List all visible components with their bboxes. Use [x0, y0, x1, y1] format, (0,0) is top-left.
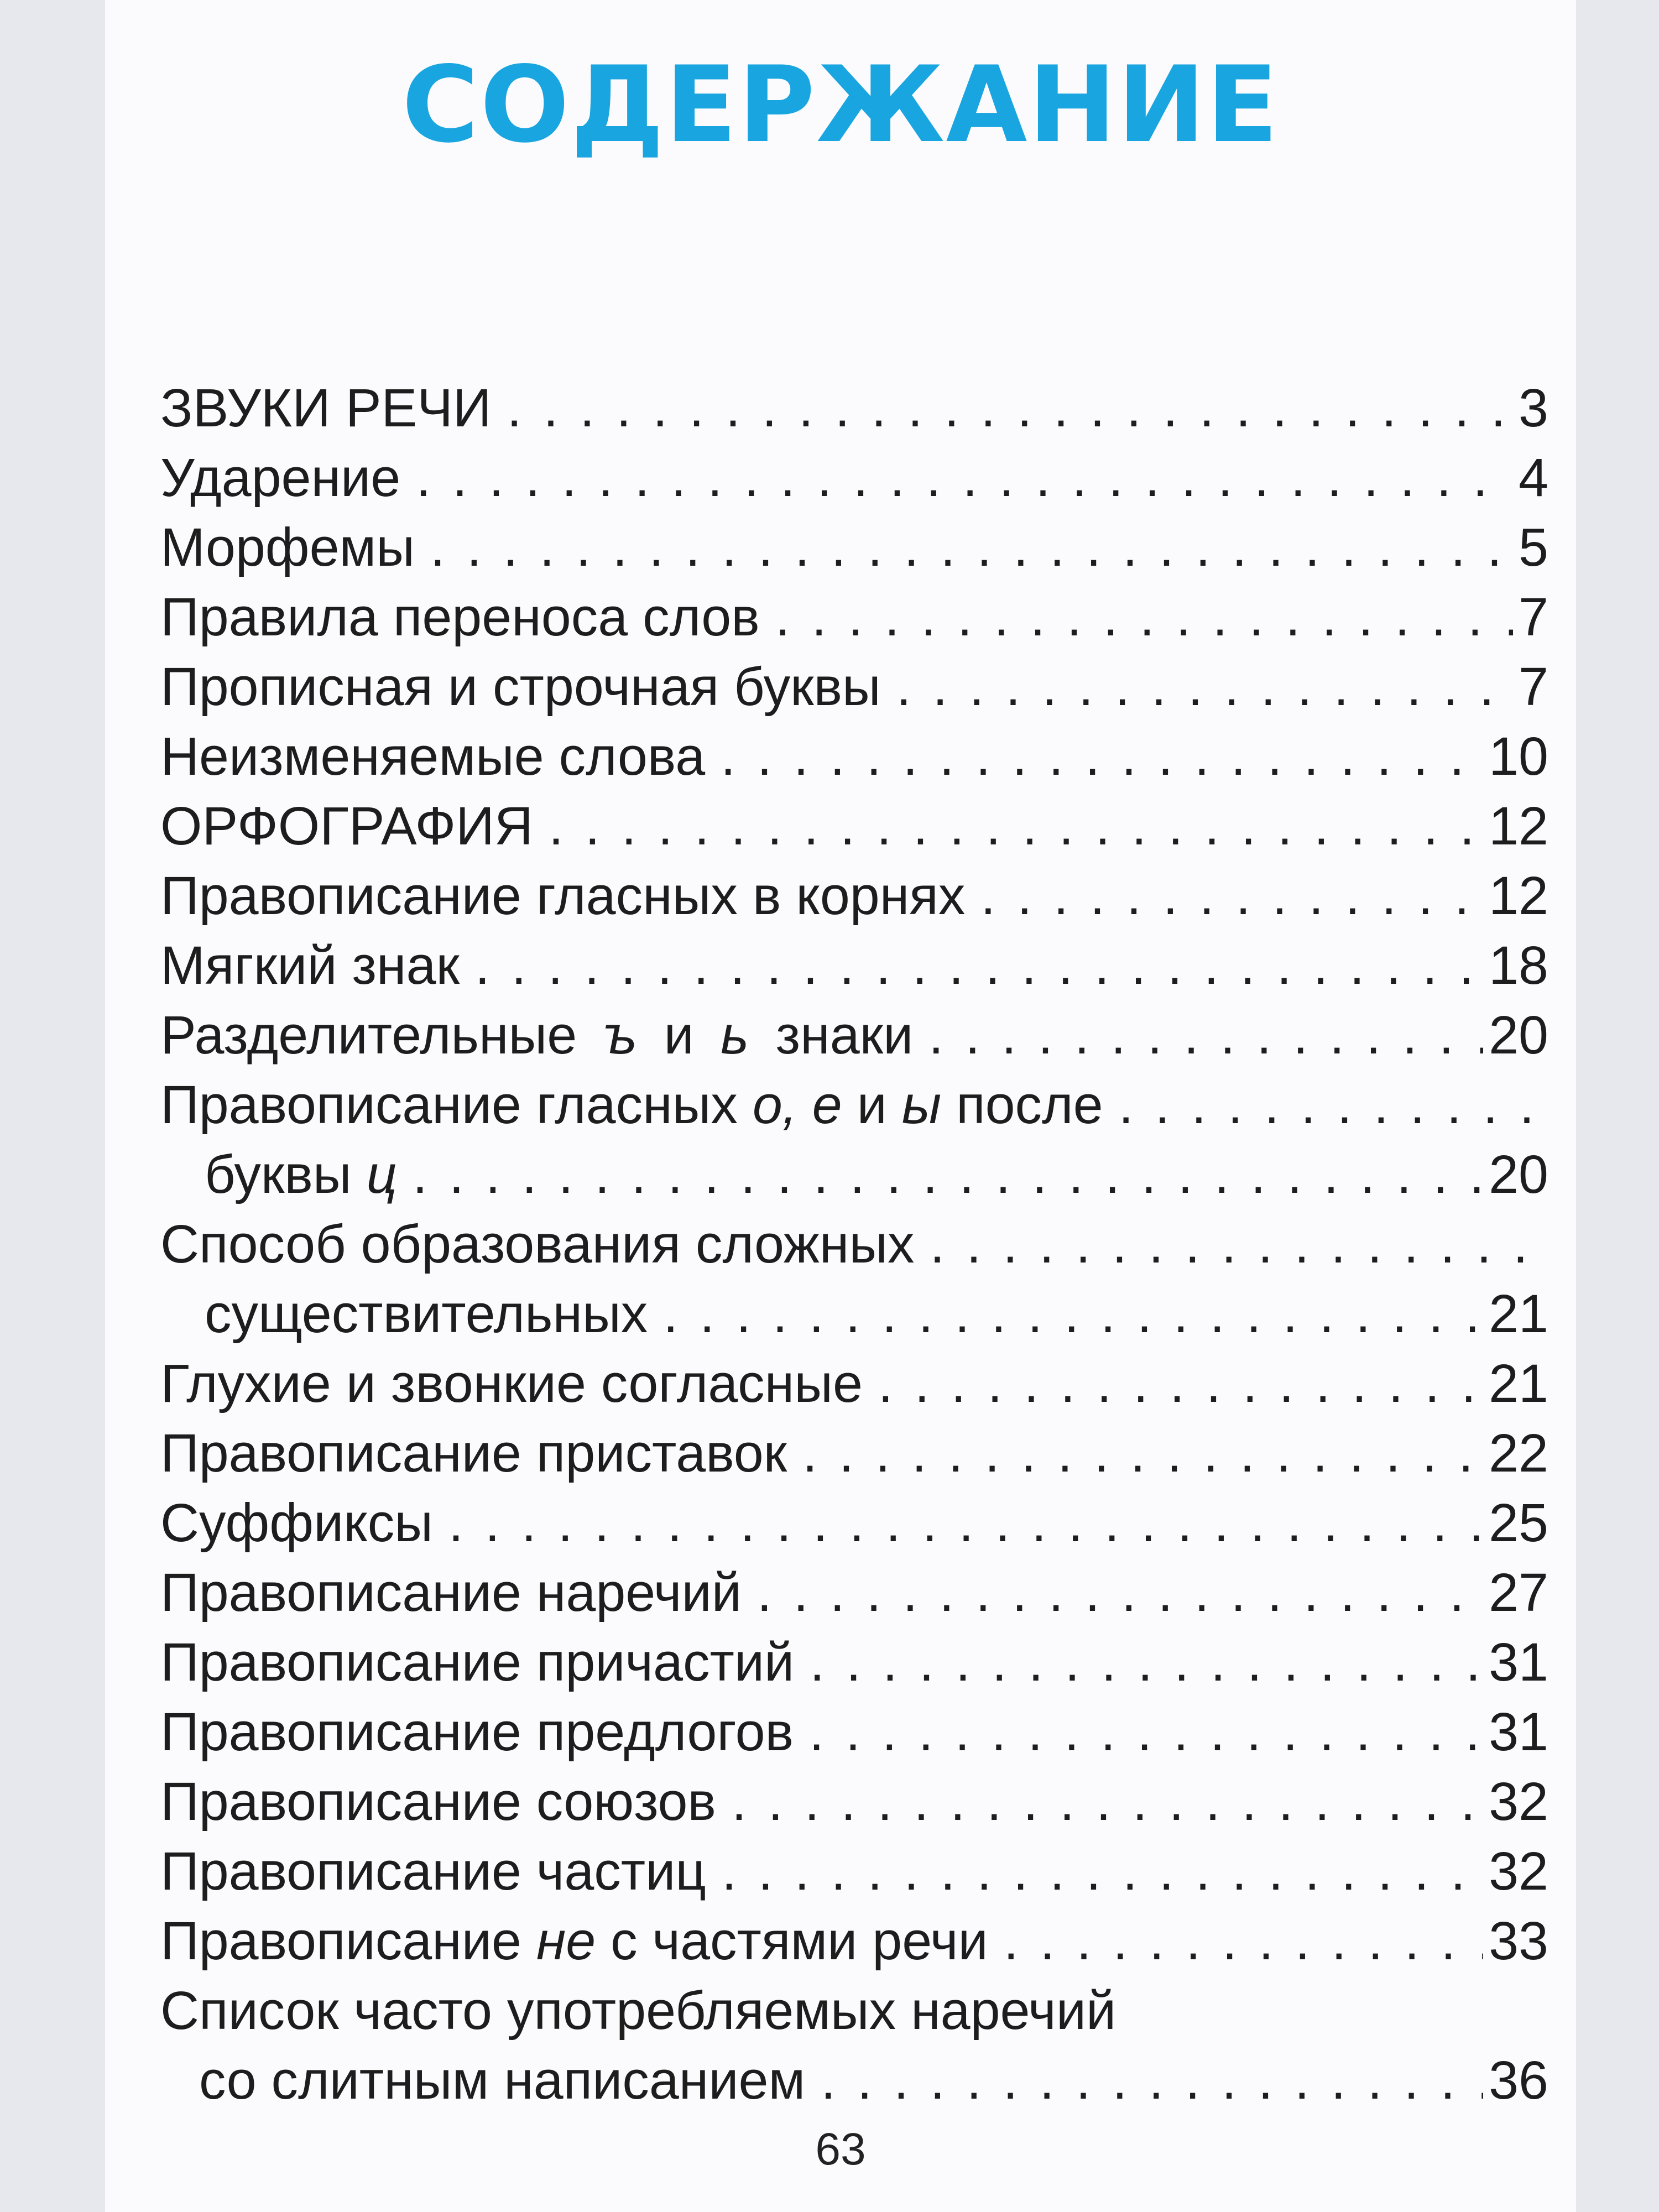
page-title: СОДЕРЖАНИЕ [401, 44, 1280, 166]
toc-entry [160, 513, 1548, 582]
dot-leader [930, 1209, 1543, 1279]
toc-entry-title: Суффиксы [160, 1493, 434, 1553]
toc-entry-title: Прописная и строчная буквы [160, 656, 881, 717]
toc-entry-page: 31 [1489, 1632, 1548, 1692]
toc-entry-title [205, 1140, 397, 1209]
dot-leader [448, 1488, 1483, 1558]
dot-leader [1119, 1070, 1543, 1140]
dot-leader [896, 652, 1513, 722]
book-page [105, 0, 1576, 2212]
dot-leader [802, 1418, 1483, 1488]
dot-leader [416, 443, 1513, 513]
toc-entry-title [160, 1000, 913, 1070]
toc-entry-page: 27 [1489, 1562, 1548, 1623]
toc-text: и [857, 1074, 887, 1135]
toc-entry-title: Ударение [160, 447, 401, 508]
dot-leader [721, 722, 1483, 791]
toc-entry [160, 1558, 1548, 1627]
dot-leader [413, 1140, 1483, 1209]
toc-entry [160, 373, 1548, 443]
toc-entry [160, 582, 1548, 652]
toc-entry [160, 1070, 1548, 1140]
dot-leader [878, 1349, 1483, 1418]
toc-entry-title: Список часто употребляемых наречий [160, 1980, 1117, 2041]
toc-entry-title: Правописание гласных в корнях [160, 865, 966, 926]
dot-leader [475, 931, 1483, 1000]
toc-entry-title: ОРФОГРАФИЯ [160, 796, 533, 856]
toc-entry-continuation [160, 2046, 1548, 2115]
toc-italic-letter: ъ [603, 1005, 637, 1065]
toc-entry [160, 1837, 1548, 1906]
dot-leader [430, 513, 1513, 582]
toc-italic-letter: ы [901, 1074, 942, 1135]
toc-entry-title: Правописание приставок [160, 1423, 787, 1483]
toc-entry-title: Правописание предлогов [160, 1702, 794, 1762]
toc-italic-letter: ц [366, 1144, 398, 1204]
toc-entry-page: 32 [1489, 1771, 1548, 1832]
toc-entry [160, 1488, 1548, 1558]
toc-entry-page: 3 [1519, 378, 1548, 438]
toc-entry-title [160, 1070, 1103, 1140]
toc-entry-title: Морфемы [160, 517, 415, 577]
dot-leader [1004, 1906, 1483, 1976]
toc-entry-page: 20 [1489, 1005, 1548, 1065]
toc-entry [160, 1209, 1548, 1279]
dot-leader [507, 373, 1513, 443]
toc-entry-title: Способ образования сложных [160, 1214, 915, 1274]
toc-text: Правописание гласных [160, 1074, 738, 1135]
table-of-contents [160, 373, 1548, 2115]
toc-section-heading [160, 791, 1548, 861]
toc-entry-title: Неизменяемые слова [160, 726, 706, 786]
toc-italic-letter: о, е [752, 1074, 842, 1135]
toc-entry [160, 1697, 1548, 1767]
dot-leader [821, 2046, 1483, 2115]
toc-entry [160, 1906, 1548, 1976]
dot-leader [549, 791, 1483, 861]
toc-entry-title: ЗВУКИ РЕЧИ [160, 378, 492, 438]
toc-text: после [956, 1074, 1103, 1135]
toc-entry [160, 861, 1548, 931]
dot-leader [732, 1767, 1483, 1837]
toc-entry-page: 31 [1489, 1702, 1548, 1762]
toc-entry-page: 18 [1489, 935, 1548, 995]
toc-entry [160, 443, 1548, 513]
toc-entry-page: 10 [1489, 726, 1548, 786]
toc-entry-title: Правописание частиц [160, 1841, 706, 1901]
toc-entry [160, 1418, 1548, 1488]
toc-entry-continuation [160, 1279, 1548, 1349]
toc-entry-title: Правописание наречий [160, 1562, 742, 1623]
toc-entry-page: 4 [1519, 447, 1548, 508]
toc-entry-page: 7 [1519, 656, 1548, 717]
dot-leader [810, 1627, 1483, 1697]
toc-entry-page: 22 [1489, 1423, 1548, 1483]
toc-entry-title: Глухие и звонкие согласные [160, 1353, 863, 1413]
toc-text: и [664, 1005, 694, 1065]
dot-leader [663, 1279, 1483, 1349]
toc-entry-page: 5 [1519, 517, 1548, 577]
toc-entry [160, 722, 1548, 791]
page-number: 63 [815, 2124, 866, 2174]
toc-entry-page: 21 [1489, 1353, 1548, 1413]
toc-entry-page: 33 [1489, 1911, 1548, 1971]
toc-entry-page: 36 [1489, 2050, 1548, 2110]
toc-entry-page: 21 [1489, 1284, 1548, 1344]
toc-entry-continuation [160, 1140, 1548, 1209]
toc-entry [160, 1627, 1548, 1697]
dot-leader [775, 582, 1513, 652]
dot-leader [722, 1837, 1483, 1906]
toc-entry-page: 7 [1519, 587, 1548, 647]
toc-entry-page: 25 [1489, 1493, 1548, 1553]
toc-entry [160, 931, 1548, 1000]
toc-entry-title [160, 1906, 988, 1976]
toc-entry-page: 12 [1489, 865, 1548, 926]
toc-entry-page: 32 [1489, 1841, 1548, 1901]
toc-entry-title: Правила переноса слов [160, 587, 760, 647]
toc-entry-page: 20 [1489, 1144, 1548, 1204]
toc-entry [160, 1976, 1548, 2046]
toc-entry [160, 652, 1548, 722]
dot-leader [980, 861, 1483, 931]
toc-entry-title: Правописание причастий [160, 1632, 795, 1692]
toc-entry-title: со слитным написанием [199, 2050, 806, 2110]
toc-text: Правописание [160, 1911, 521, 1971]
toc-text: буквы [205, 1144, 352, 1204]
toc-italic-word: не [536, 1911, 596, 1971]
toc-italic-letter: ь [721, 1005, 749, 1065]
dot-leader [757, 1558, 1483, 1627]
toc-entry [160, 1349, 1548, 1418]
dot-leader [928, 1000, 1483, 1070]
toc-entry-title: Мягкий знак [160, 935, 460, 995]
toc-entry [160, 1767, 1548, 1837]
toc-text: Разделительные [160, 1005, 577, 1065]
toc-text: с частями речи [611, 1911, 988, 1971]
toc-entry [160, 1000, 1548, 1070]
dot-leader [809, 1697, 1483, 1767]
toc-text: знаки [775, 1005, 914, 1065]
toc-entry-title: Правописание союзов [160, 1771, 716, 1832]
toc-entry-page: 12 [1489, 796, 1548, 856]
toc-entry-title: существительных [205, 1284, 648, 1344]
